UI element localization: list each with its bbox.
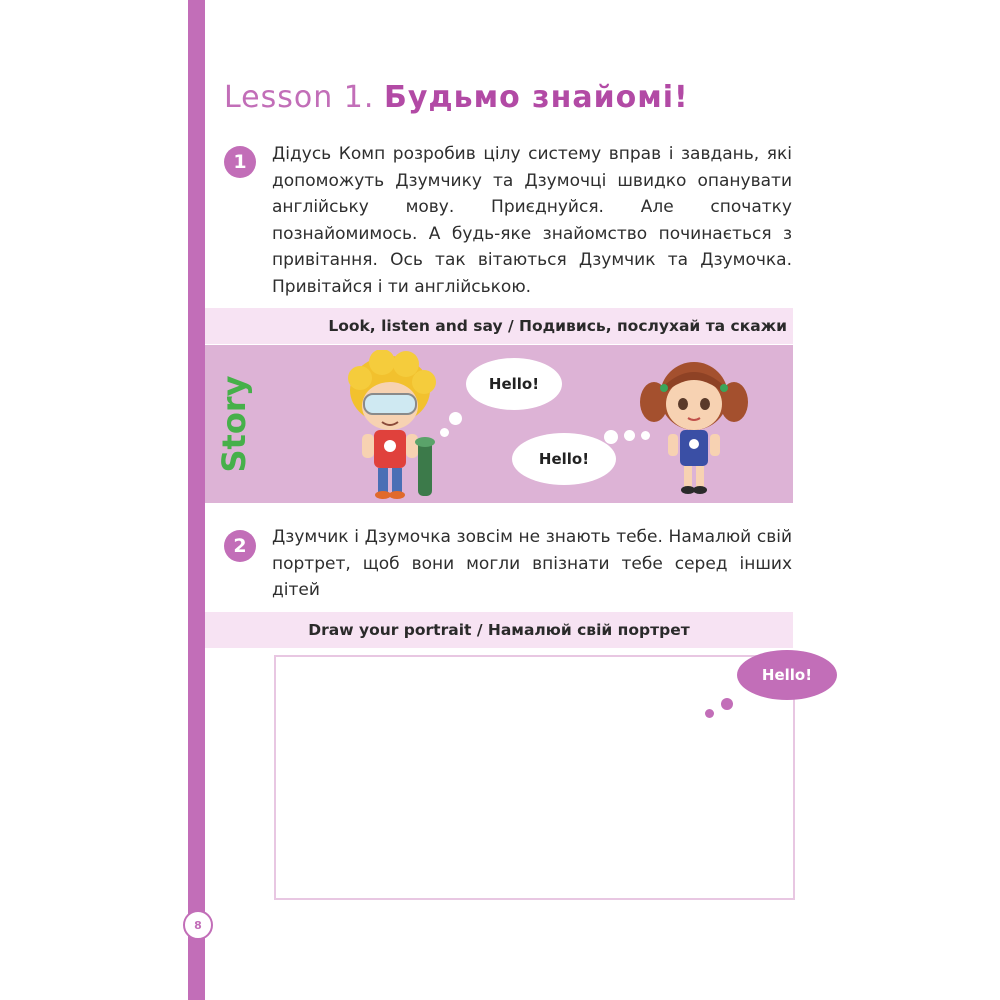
exercise-2-instruction-bar — [205, 612, 793, 648]
lesson-heading: Будьмо знайомі! — [383, 80, 689, 115]
exercise-2-instruction: Draw your portrait / Намалюй свій портрет — [308, 621, 690, 639]
boy-bubble-dot — [449, 412, 462, 425]
girl-speech-bubble: Hello! — [512, 433, 616, 485]
boy-character-illustration — [340, 350, 450, 502]
boy-speech-bubble: Hello! — [466, 358, 562, 410]
story-label: Story — [215, 375, 253, 473]
exercise-1-instruction: Look, listen and say / Подивись, послухай та скажи — [328, 317, 787, 335]
portrait-drawing-area[interactable] — [274, 655, 795, 900]
page-side-bar — [188, 0, 205, 1000]
page-number: 8 — [183, 910, 213, 940]
portrait-speech-bubble: Hello! — [737, 650, 837, 700]
exercise-2-text: Дзумчик і Дзумочка зовсім не знають тебе. Намалюй свій портрет, щоб вони могли впізнати тебе серед інших дітей — [272, 527, 792, 600]
girl-character-illustration — [636, 356, 752, 496]
exercise-2-number: 2 — [224, 530, 256, 562]
portrait-bubble-dot — [705, 709, 714, 718]
lesson-title — [224, 78, 689, 118]
exercise-1-text: Дідусь Комп розробив цілу систему вправ і завдань, які допоможуть Дзумчику та Дзумочці швидко опанувати англійську мову. Приєднуйся. Але спочатку познайомимось. А будь-яке знайомство починається з привітання. Ось так вітаються Дзумчик та Дзумочка. Привітайся і ти англійською. — [272, 144, 792, 297]
exercise-1-instruction-bar — [205, 308, 793, 344]
exercise-1-number: 1 — [224, 146, 256, 178]
girl-bubble-dot — [624, 430, 635, 441]
girl-bubble-dot — [604, 430, 618, 444]
portrait-bubble-dot — [721, 698, 733, 710]
boy-bubble-dot — [440, 428, 449, 437]
lesson-label: Lesson 1. — [224, 80, 375, 115]
